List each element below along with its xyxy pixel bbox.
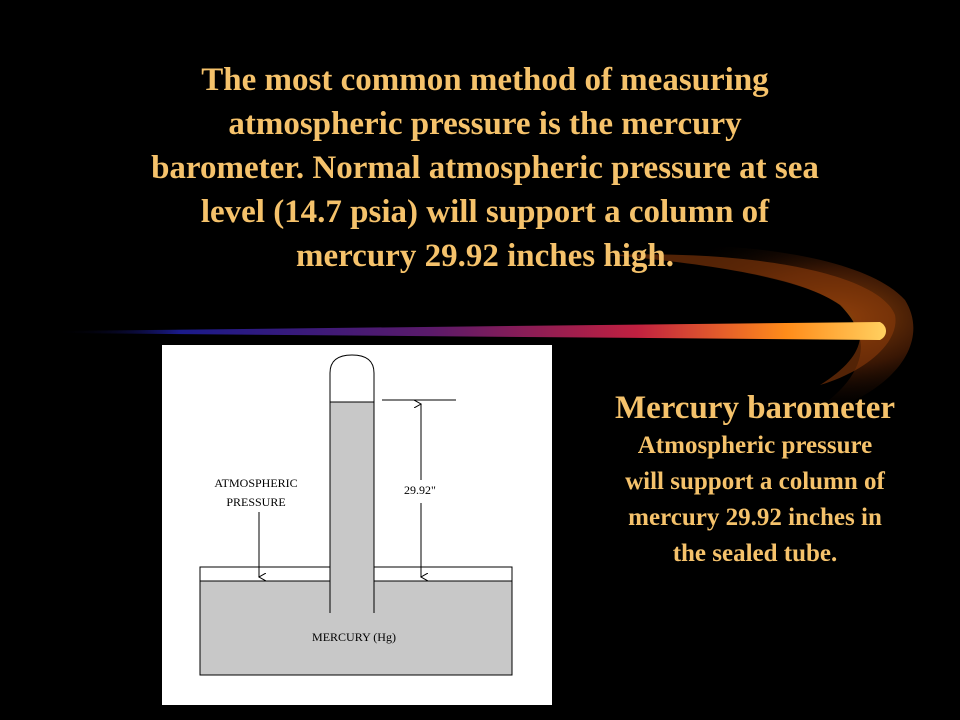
diagram-caption xyxy=(575,388,935,572)
barometer-diagram xyxy=(162,345,552,705)
atmospheric-label-line1: ATMOSPHERIC xyxy=(214,476,298,490)
caption-title: Mercury barometer xyxy=(614,390,896,426)
caption-line: the sealed tube. xyxy=(672,540,838,567)
mercury-column xyxy=(331,402,374,613)
heading-line: The most common method of measuring xyxy=(201,62,769,98)
caption-line: mercury 29.92 inches in xyxy=(628,504,882,531)
height-label: 29.92" xyxy=(404,483,436,497)
heading-line: barometer. Normal atmospheric pressure at sea xyxy=(151,150,819,186)
heading-line: mercury 29.92 inches high. xyxy=(296,238,674,274)
heading-line: atmospheric pressure is the mercury xyxy=(228,106,742,142)
caption-body xyxy=(575,428,935,572)
atmospheric-label-line2: PRESSURE xyxy=(226,495,286,509)
heading-line: level (14.7 psia) will support a column of xyxy=(200,194,770,230)
slide-heading xyxy=(60,58,910,278)
caption-line: will support a column of xyxy=(625,468,885,495)
caption-line: Atmospheric pressure xyxy=(637,432,873,459)
mercury-label: MERCURY (Hg) xyxy=(312,630,396,644)
